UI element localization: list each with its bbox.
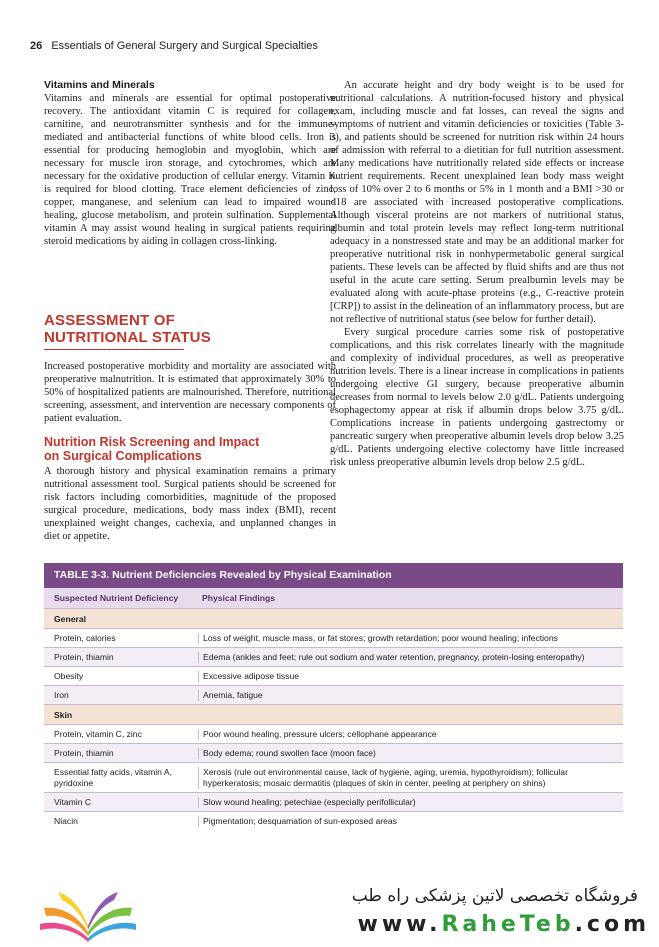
table-title: TABLE 3-3. Nutrient Deficiencies Revealed by Physical Examination [44,563,623,588]
vitamins-paragraph: Vitamins and minerals are essential for optimal postoperative recovery. The antioxidant vitamin C is required for collagen, carnitine, and neurotransmitter synthesis and for the immune-mediated and antibacterial functions of white blood cells. Iron is essential for producing hemoglobin and myoglobin, which are necessary for muscle iron storage, and cytochromes, which are necessary for the oxidative production of cellular energy. Vitamin K is required for blood clotting. Trace element deficiencies of zinc, copper, manganese, and selenium can lead to impaired wound healing, glucose metabolism, and protein sulfination. Supplemental vitamin A may assist wound healing in surgical patients requiring steroid medications by aiding in collagen cross-linking. [44,93,336,247]
table-cell-finding: Body edema; round swollen face (moon face) [198,748,623,759]
table-cell-finding: Loss of weight, muscle mass, or fat stores; growth retardation; poor wound healing; infections [198,633,623,644]
nutrition-calc-paragraph: An accurate height and dry body weight is to be used for nutritional calculations. A nutrition-focused history and physical exam, including muscle and fat losses, can reveal the signs and symptoms of nutrient and vitamin deficiencies or toxicities (Table 3-3), and patients should be screened for nutrition risk within 24 hours of admission with referral to a dietitian for full nutrition assessment. Many medications have nutritionally related side effects or increase nutrient requirements. Recent unexplained lean body mass weight loss of 10% over 2 to 6 months or 5% in 1 month and a BMI >30 or <18 are associated with increased postoperative complications. Although visceral proteins are not markers of nutritional status, albumin and total protein levels may reflect long-term nutritional adequacy in a nonstressed state and may be an additional marker for preoperative nutritional risk in nonhypermetabolic general surgical patients. These levels can be affected by fluid shifts and are thus not useful in the acute care setting. Serum prealbumin levels may be evaluated along with acute-phase proteins (e.g., C-reactive protein [CRP]) to assist in the delineation of an inflammatory process, but are not reflective of nutritional status (see below for further detail). [330,80,624,325]
vitamins-heading: Vitamins and Minerals [44,79,155,91]
store-url[interactable] [190,912,650,937]
table-cell-finding: Edema (ankles and feet; rule out sodium and water retention, pregnancy, protein-losing enteropathy) [198,652,623,663]
table-row [44,762,623,792]
table-header-nutrient: Suspected Nutrient Deficiency [54,593,179,603]
screening-paragraph: A thorough history and physical examination remains a primary nutritional assessment tool. Surgical patients should be screened for risk factors including comorbidities, magnitude of the proposed surgical procedure, medications, body mass index (BMI), recent unexplained weight changes, cachexia, and unplanned changes in diet or appetite. [44,466,336,542]
nutrient-deficiency-table [44,563,623,883]
section-rule [44,349,184,350]
table-cell-nutrient: Iron [54,690,69,700]
left-column [44,79,336,543]
complications-paragraph: Every surgical procedure carries some risk of postoperative complications, and this risk correlates linearly with the magnitude and complexity of individual procedures, as well as preoperative nutrition levels. There is a linear increase in complications in patients undergoing elective GI surgery, because preoperative albumin decreases from normal to levels below 2.0 g/dL. Patients undergoing esophagectomy appear at risk if albumin drops below 3.75 g/dL. Complications increase in patients undergoing gastrectomy or pancreatic surgery when preoperative albumin levels drop below 3.25 g/dL. Patients undergoing elective colectomy have little increased risk unless preoperative albumin levels drop below 2.5 g/dL. [330,327,624,468]
table-cell-nutrient: Protein, calories [54,633,116,643]
table-cell-finding: Poor wound healing, pressure ulcers; cellophane appearance [198,729,623,740]
table-header-row [44,588,623,608]
url-brand: RaheTeb [441,912,575,937]
table-cell-finding: Slow wound healing; petechiae (especially perifollicular) [198,797,623,808]
table-cell-nutrient: Obesity [54,671,84,681]
table-cell-nutrient: Niacin [54,816,78,826]
watermark-banner [0,876,659,947]
table-cell-finding: Excessive adipose tissue [198,671,623,682]
table-row [44,647,623,666]
table-cell-finding: Anemia, fatigue [198,690,623,701]
table-cell-nutrient: Protein, thiamin [54,652,114,662]
page-number: 26 [30,40,43,52]
table-row [44,743,623,762]
table-row [44,666,623,685]
url-prefix: www. [357,912,442,937]
table-cell-nutrient: Essential fatty acids, vitamin A, pyridoxine [54,767,172,788]
right-column [330,79,624,469]
subsection-heading [44,435,336,463]
url-suffix: .com [574,912,650,937]
table-group-general: General [44,608,623,628]
table-cell-nutrient: Protein, vitamin C, zinc [54,729,142,739]
table-row [44,811,623,830]
table-cell-nutrient: Vitamin C [54,797,92,807]
table-row [44,792,623,811]
section-heading [44,312,336,346]
store-name-persian: فروشگاه تخصصی لاتین پزشکی راه طب [351,886,638,906]
table-group-skin: Skin [44,704,623,724]
running-title: Essentials of General Surgery and Surgical Specialties [51,40,318,52]
table-row [44,628,623,647]
table-row [44,724,623,743]
section-heading-line-2: NUTRITIONAL STATUS [44,329,211,346]
subsection-heading-line-1: Nutrition Risk Screening and Impact [44,435,260,449]
table-cell-finding: Pigmentation; desquamation of sun-exposed areas [198,816,623,827]
running-header [30,40,630,56]
table-header-findings: Physical Findings [202,593,276,603]
section-heading-line-1: ASSESSMENT OF [44,312,175,329]
subsection-heading-line-2: on Surgical Complications [44,449,202,463]
open-book-logo-icon [36,886,140,942]
table-cell-finding: Xerosis (rule out environmental cause, lack of hygiene, aging, uremia, hypothyroidism); follicular hyperkeratosis; mosaic dermatitis (plaques of skin in center, peeling at periphery on shins) [198,767,623,789]
table-row [44,685,623,704]
table-cell-nutrient: Protein, thiamin [54,748,114,758]
assessment-paragraph: Increased postoperative morbidity and mortality are associated with preoperative malnutrition. It is estimated that approximately 30% to 50% of hospitalized patients are malnourished. Therefore, nutritional screening, assessment, and intervention are necessary components of patient evaluation. [44,361,336,424]
